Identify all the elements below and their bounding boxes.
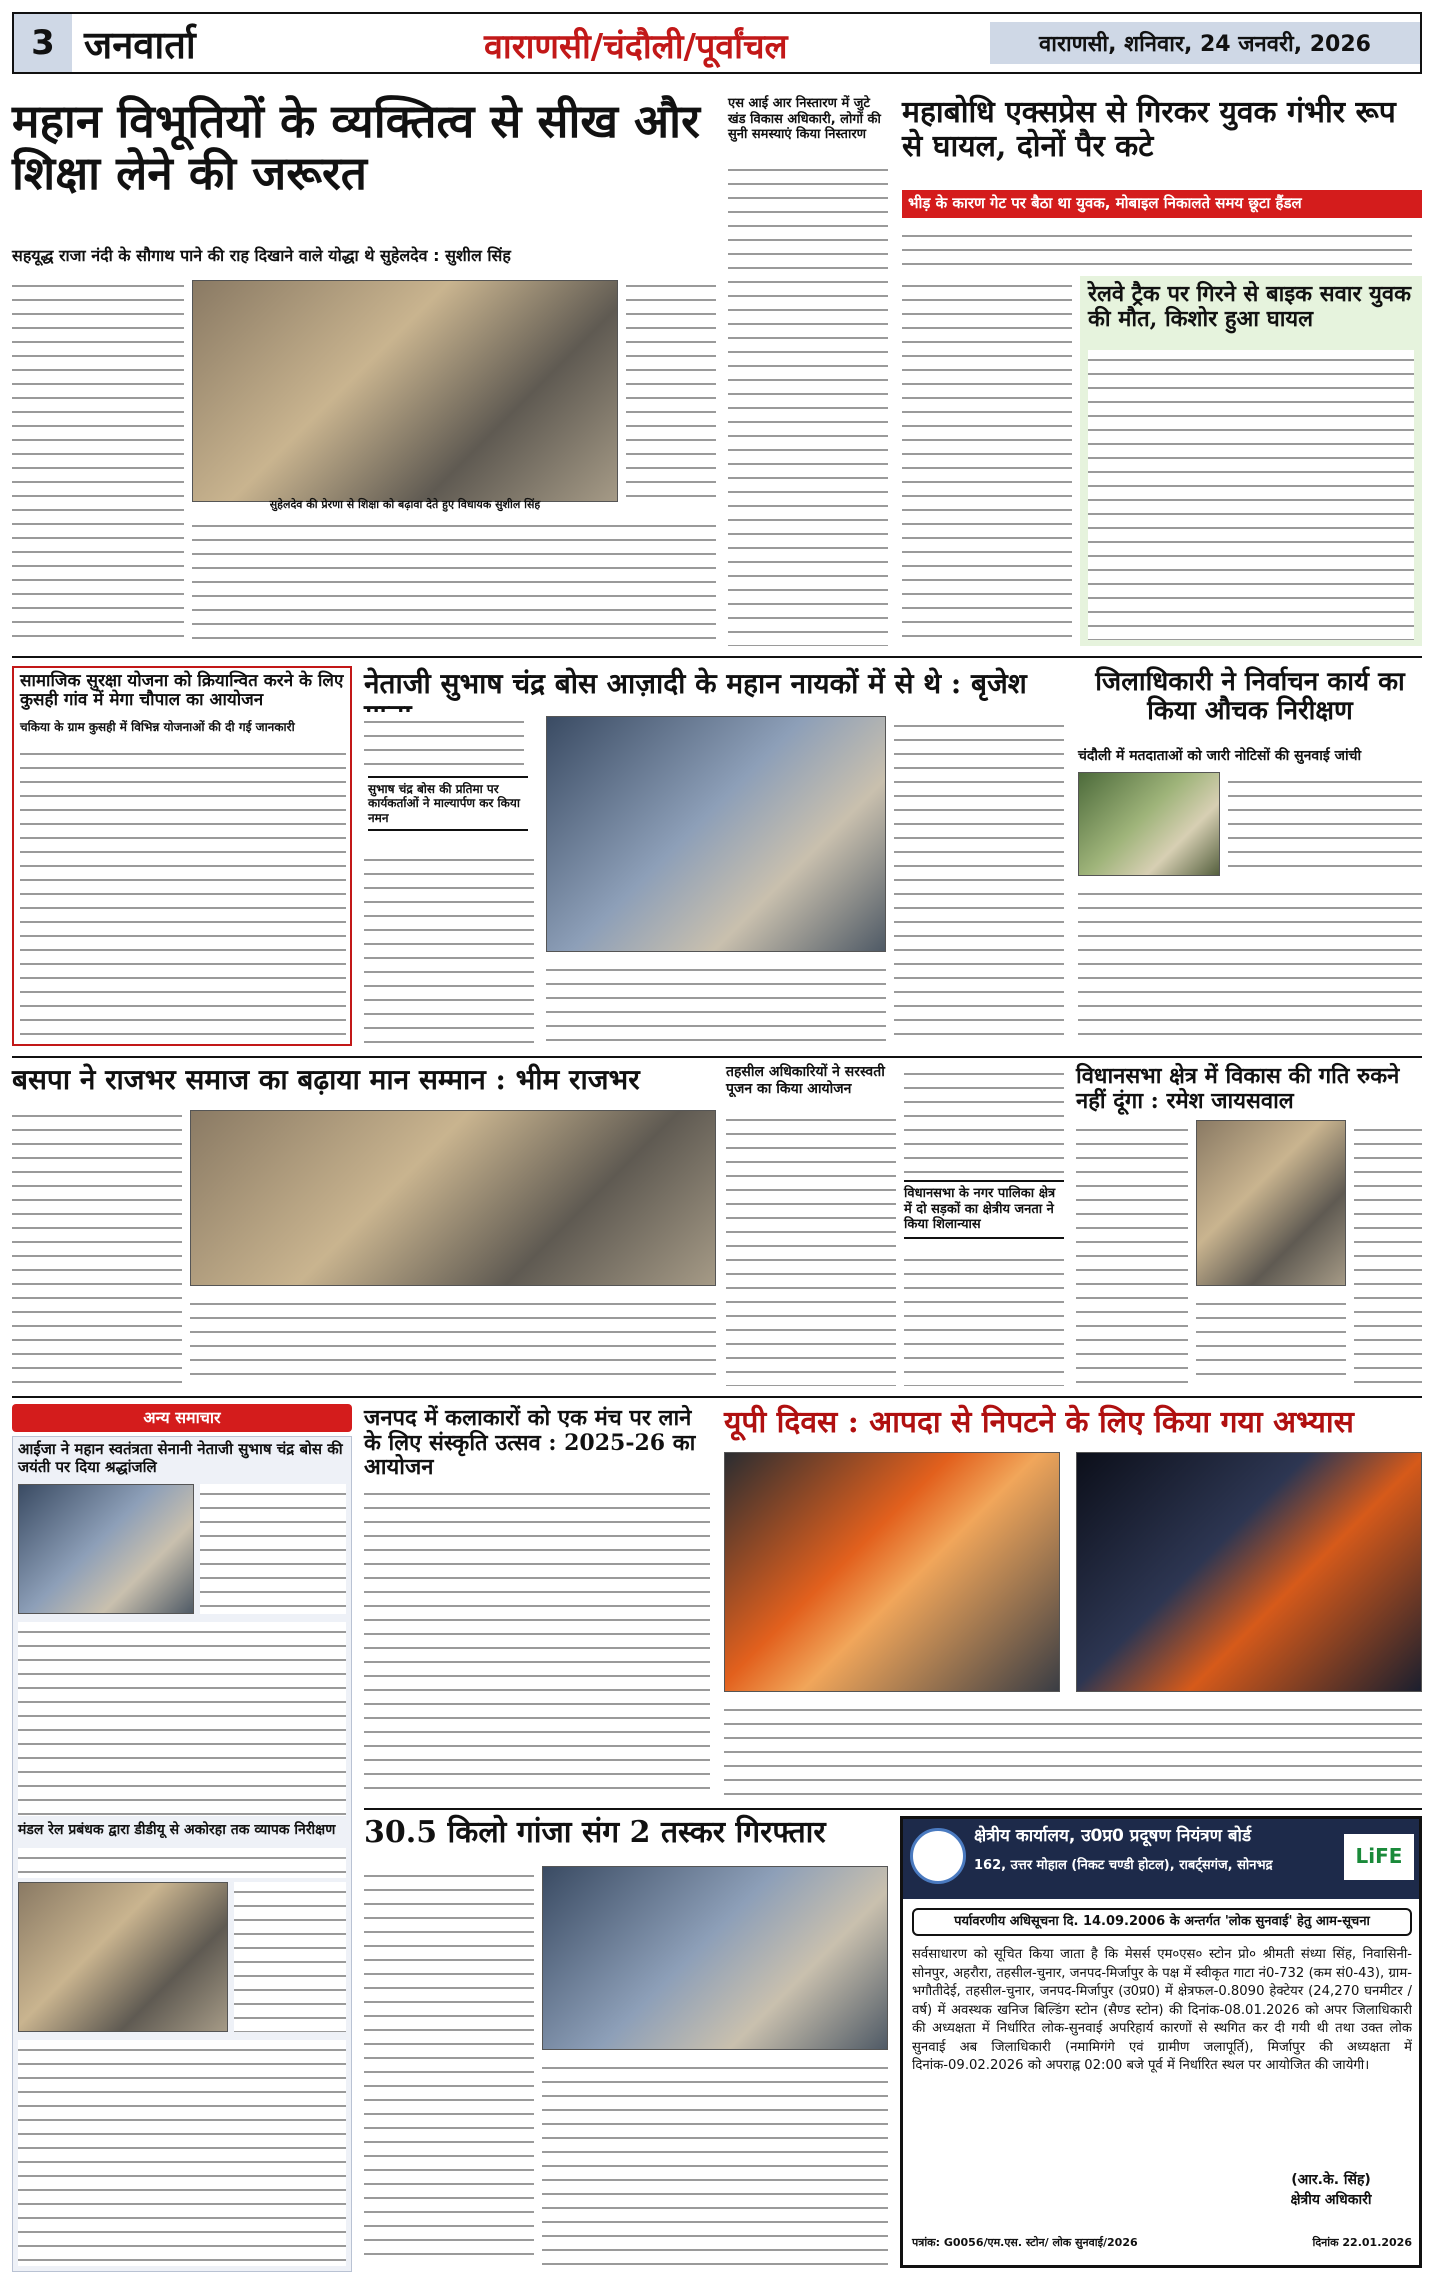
body-s6 (364, 850, 534, 1046)
headline-s8: बसपा ने राजभर समाज का बढ़ाया मान सम्मान : भीम राजभर (12, 1063, 640, 1096)
photo-s1 (192, 280, 618, 502)
notice-signatory: (आर.के. सिंह) (1291, 2172, 1371, 2188)
inset-s6: सुभाष चंद्र बोस की प्रतिमा पर कार्यकर्ताओं ने माल्यार्पण कर किया नमन (368, 776, 528, 831)
body-s4 (1088, 350, 1414, 640)
caption-s1: सुहेलदेव की प्रेरणा से शिक्षा को बढ़ावा देते हुए विधायक सुशील सिंह (269, 498, 541, 511)
body-s9-col2b (904, 1250, 1064, 1386)
body-s10-bottom (1196, 1294, 1346, 1386)
notice-title: पर्यावरणीय अधिसूचना दि. 14.09.2006 के अन्तर्गत 'लोक सुनवाई' हेतु आम-सूचना (912, 1908, 1412, 1936)
body-s13 (724, 1700, 1422, 1798)
headline-s4: रेलवे ट्रैक पर गिरने से बाइक सवार युवक की मौत, किशोर हुआ घायल (1088, 281, 1412, 332)
headline-s11: आईजा ने महान स्वतंत्रता सेनानी नेताजी सुभाष चंद्र बोस की जयंती पर दिया श्रद्धांजलि (18, 1440, 343, 1476)
body-s6-bottom (546, 960, 886, 1046)
headline-s5: सामाजिक सुरक्षा योजना को क्रियान्वित करने के लिए कुसही गांव में मेगा चौपाल का आयोजन (20, 671, 344, 711)
headline-s3: महाबोधि एक्सप्रेस से गिरकर युवक गंभीर रूप से घायल, दोनों पैर कटे (902, 95, 1396, 164)
notice-designation: क्षेत्रीय अधिकारी (1290, 2192, 1372, 2208)
inset-s9: विधानसभा के नगर पालिका क्षेत्र में दो सड़कों का क्षेत्रीय जनता ने किया शिलान्यास (904, 1180, 1064, 1239)
notice-date: दिनांक 22.01.2026 (1312, 2236, 1412, 2249)
subhead-s7: चंदौली में मतदाताओं को जारी नोटिसों की सुनवाई जांची (1078, 748, 1362, 764)
page-number: 3 (14, 14, 72, 72)
photo-s11b (18, 1882, 228, 2032)
body-s1-col5 (626, 276, 716, 506)
body-s7-top (1228, 772, 1422, 876)
body-s11b (18, 2040, 346, 2266)
notice-body: सर्वसाधारण को सूचित किया जाता है कि मेसर्स एम०एस० स्टोन प्रो० श्रीमती संध्या सिंह, निवासिनी-सोनपुर, अहरौरा, तहसील-चुनार, जनपद-मिर्जापुर के पक्ष में स्वीकृत गाटा नं0-732 (कम सं0-43), ग्राम-भगौतीदेई, तहसील-चुनार, जनपद-मिर्जापुर (उ0प्र0) में क्षेत्रफल-0.8090 हेक्टेयर (24,270 घनमीटर / वर्ष) में अवस्थक खनिज बिल्डिंग स्टोन (सैण्ड स्टोन) की दिनांक-08.01.2026 को अपर जिलाधिकारी की अध्यक्षता में निर्धारित लोक-सुनवाई अपरिहार्य कारणों से स्थगित कर दी गयी थी तथा उक्त लोक सुनवाई अब जिलाधिकारी (नमामिगंगे एवं ग्रामीण जलापूर्ति), मिर्जापुर की अध्यक्षता में दिनांक-09.02.2026 को अपराह्न 02:00 बजे पूर्व में निर्धारित स्थल पर आयोजित की जायेगी। (912, 1947, 1412, 2073)
headline-s1: महान विभूतियों के व्यक्तित्व से सीख और शिक्षा लेने की जरूरत (12, 94, 700, 200)
body-s3-top (902, 226, 1412, 270)
headline-s10: विधानसभा क्षेत्र में विकास की गति रुकने नहीं दूंगा : रमेश जायसवाल (1076, 1063, 1400, 1114)
headline-s6: नेताजी सुभाष चंद्र बोस आज़ादी के महान नायकों में से थे : बृजेश (364, 667, 1027, 700)
dateline: वाराणसी, शनिवार, 24 जनवरी, 2026 (990, 22, 1420, 64)
headline-s2: एस आई आर निस्तारण में जुटे खंड विकास अधिकारी, लोगों की सुनी समस्याएं किया निस्तारण (728, 96, 881, 143)
body-s9-col2 (904, 1064, 1064, 1174)
notice-address: 162, उत्तर मोहाल (निकट चण्डी होटल), राबर्ट्सगंज, सोनभद्र (974, 1858, 1273, 1873)
body-s12 (364, 1484, 710, 1798)
body-s8-bottom (190, 1294, 716, 1386)
masthead (12, 12, 1422, 74)
body-s1-col1 (12, 276, 184, 646)
label-other-news: अन्य समाचार (12, 1404, 352, 1432)
divider (12, 1396, 1422, 1398)
divider (12, 1056, 1422, 1058)
body-s10-col1 (1076, 1120, 1188, 1386)
body-s6-top (364, 712, 524, 772)
photo-s7 (1078, 772, 1220, 876)
photo-s14 (542, 1866, 888, 2050)
body-s11b-side (234, 1882, 346, 2032)
photo-s11 (18, 1484, 194, 1614)
pollution-board-emblem (910, 1828, 966, 1884)
body-s8 (12, 1106, 182, 1386)
headline-s13: यूपी दिवस : आपदा से निपटने के लिए किया गया अभ्यास (724, 1405, 1354, 1440)
photo-s6 (546, 716, 886, 952)
subhead-s5: चकिया के ग्राम कुसही में विभिन्न योजनाओं की दी गई जानकारी (20, 720, 295, 734)
body-s9 (726, 1110, 896, 1386)
headline-s9: तहसील अधिकारियों ने सरस्वती पूजन का किया आयोजन (726, 1064, 885, 1097)
body-s2 (728, 160, 888, 646)
body-s11-side (200, 1484, 346, 1614)
body-s14 (364, 1866, 534, 2266)
body-s6-right (894, 716, 1064, 1046)
body-s5 (20, 744, 346, 1038)
section-title: वाराणसी/चंदौली/पूर्वांचल (484, 27, 788, 67)
divider (364, 1808, 1422, 1810)
divider (12, 656, 1422, 658)
notice-ref: पत्रांक: G0056/एम.एस. स्टोन/ लोक सुनवाई/2026 (912, 2236, 1138, 2249)
headline-s11b: मंडल रेल प्रबंधक द्वारा डीडीयू से अकोरहा तक व्यापक निरीक्षण (18, 1822, 336, 1838)
paper-logo: जनवार्ता (84, 22, 196, 67)
headline-s7: जिलाधिकारी ने निर्वाचन कार्य का किया औचक निरीक्षण (1095, 667, 1405, 727)
body-s3 (902, 276, 1072, 646)
headline-s12: जनपद में कलाकारों को एक मंच पर लाने के लिए संस्कृति उत्सव : 2025-26 का आयोजन (364, 1405, 696, 1481)
photo-s13a (724, 1452, 1060, 1692)
body-s14-bottom (542, 2058, 888, 2266)
subhead-s3: भीड़ के कारण गेट पर बैठा था युवक, मोबाइल निकालते समय छूटा हैंडल (902, 190, 1422, 218)
body-s11 (18, 1622, 346, 1816)
notice-office: क्षेत्रीय कार्यालय, उ0प्र0 प्रदूषण नियंत्रण बोर्ड (974, 1826, 1252, 1846)
photo-s10 (1196, 1120, 1346, 1286)
body-s7 (1078, 884, 1422, 1046)
subhead-s1: सहयूद्ध राजा नंदी के सौगाथ पाने की राह दिखाने वाले योद्धा थे सुहेलदेव : सुशील सिंह (12, 246, 511, 265)
headline-s14: 30.5 किलो गांजा संग 2 तस्कर गिरफ्तार (364, 1815, 826, 1850)
photo-s13b (1076, 1452, 1422, 1692)
body-s10-col3 (1354, 1120, 1422, 1386)
life-logo: LiFE (1344, 1834, 1414, 1880)
photo-s8 (190, 1110, 716, 1286)
body-s11b-top (18, 1848, 346, 1878)
body-s1-bottom (192, 516, 716, 646)
